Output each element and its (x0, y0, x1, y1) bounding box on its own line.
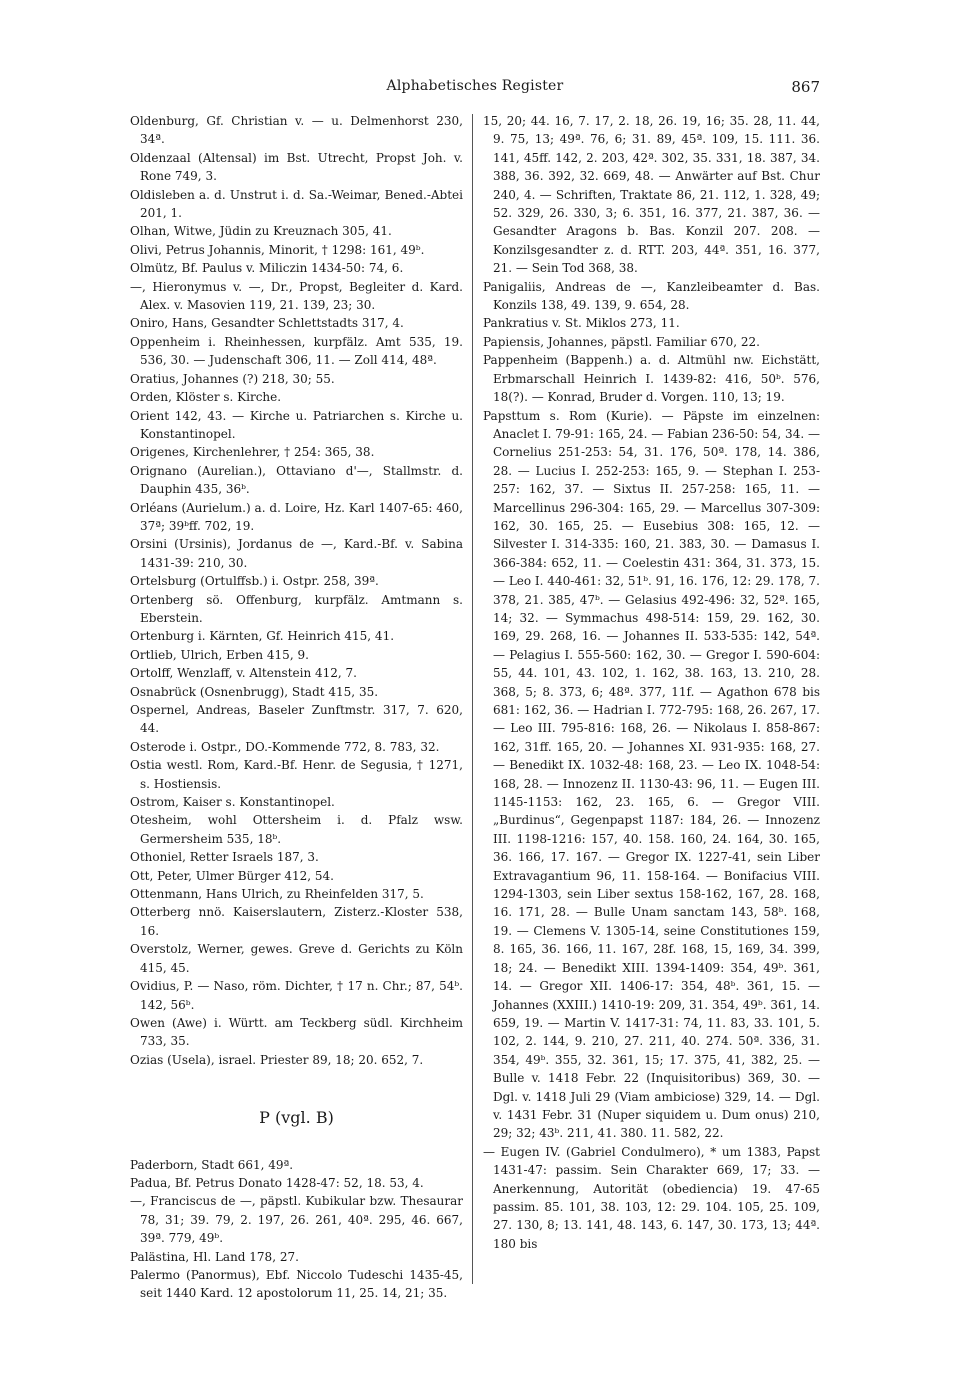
right-column (483, 112, 820, 1253)
running-title: Alphabetisches Register (386, 78, 564, 94)
index-entry: Oldisleben a. d. Unstrut i. d. Sa.-Weimar, Bened.-Abtei 201, 1. (130, 187, 463, 221)
index-entry: Ortolff, Wenzlaff, v. Altenstein 412, 7. (130, 666, 357, 681)
index-entry: Orléans (Aurielum.) a. d. Loire, Hz. Karl 1407-65: 460, 37ª; 39ᵇff. 702, 19. (130, 500, 463, 533)
index-entry: Ortenberg sö. Offenburg, kurpfälz. Amtmann s. Eberstein. (130, 592, 463, 625)
index-entry: Olmütz, Bf. Paulus v. Miliczin 1434-50: 74, 6. (130, 261, 404, 276)
index-entry: Oniro, Hans, Gesandter Schlettstadts 317, 4. (130, 316, 404, 331)
index-entry: Pankratius v. St. Miklos 273, 11. (483, 316, 680, 331)
index-entry: Orsini (Ursinis), Jordanus de —, Kard.-Bf. v. Sabina 1431-39: 210, 30. (130, 537, 463, 570)
index-entry: Pappenheim (Bappenh.) a. d. Altmühl nw. Eichstätt, Erbmarschall Heinrich I. 1439-82: 416, 50ᵇ. 576, 18(?). — Konrad, Bruder d. Vorgen. 110, 13; 19. (483, 353, 820, 405)
index-entry: Orient 142, 43. — Kirche u. Patriarchen s. Kirche u. Konstantinopel. (130, 408, 463, 441)
section-heading: P (vgl. B) (259, 1108, 334, 1128)
page-number: 867 (791, 78, 820, 96)
index-entry: Ortenburg i. Kärnten, Gf. Heinrich 415, 41. (130, 629, 395, 644)
index-entry: Orignano (Aurelian.), Ottaviano d'—, Stallmstr. d. Dauphin 435, 36ᵇ. (130, 463, 463, 497)
index-entry: Ostrom, Kaiser s. Konstantinopel. (130, 795, 335, 810)
index-entry: Oldenburg, Gf. Christian v. — u. Delmenhorst 230, 34ª. (130, 114, 463, 147)
index-entry: — Eugen IV. (Gabriel Condulmero), * um 1383, Papst 1431-47: passim. Sein Charakter 669, 17; 33. — Anerkennung, Autorität (obediencia) 19. 47-65 passim. 85. 101, 38. 103, 12: 29. 104. 105, 25. 109, 27. 130, 8; 13. 141, 48. 143, 6. 147, 30. 173, 13; 44ª. 180 bis (483, 1144, 820, 1251)
left-column (130, 112, 463, 1303)
page-header (130, 78, 820, 102)
index-entry: Ottenmann, Hans Ulrich, zu Rheinfelden 317, 5. (130, 887, 424, 902)
index-entry: Ovidius, P. — Naso, röm. Dichter, † 17 n. Chr.; 87, 54ᵇ. 142, 56ᵇ. (130, 979, 463, 1012)
index-entry: Panigaliis, Andreas de —, Kanzleibeamter d. Bas. Konzils 138, 49. 139, 9. 654, 28. (483, 279, 820, 313)
index-entry: Papsttum s. Rom (Kurie). — Päpste im einzelnen: Anaclet I. 79-91: 165, 24. — Fabian 236-50: 54, 34. — Cornelius 251-253: 54, 31. 176, 50ª. 178, 14. 386, 28. — Lucius I. 252-253: 165, 9. — Stephan I. 253-257: 162, 37. — Sixtus II. 257-258: 165, 11. — Marcellinus 296-304: 165, 29. — Marcellus 307-309: 162, 30. 165, 25. — Eusebius 308: 165, 12. — Silvester I. 314-335: 160, 21. 383, 30. — Damasus I. 366-384: 652, 11. — Coelestin 431: 364, 31. 373, 15. — Leo I. 440-461: 32, 51ᵇ. 91, 16. 176, 12: 29. 178, 7. 378, 21. 385, 47ᵇ. — Gelasius 492-496: 32, 52ª. 165, 14; 32. — Symmachus 498-514: 159, 29. 162, 30. 169, 29. 268, 16. — Johannes II. 533-535: 142, 54ª. — Pelagius I. 555-560: 162, 30. — Gregor I. 590-604: 55, 44. 101, 43. 102, 1. 162, 38. 163, 13. 210, 28. 368, 5; 8. 373, 6; 48ª. 377, 11f. — Agathon 678 bis 681: 162, 36. — Hadrian I. 772-795: 168, 26. 267, 17. — Leo III. 795-816: 168, 26. — Nikolaus I. 858-867: 162, 31ff. 165, 20. — Johannes XI. 931-935: 168, 27. — Benedikt IX. 1032-48: 168, 23. — Leo IX. 1048-54: 168, 28. — Innozenz II. 1130-43: 96, 11. — Eugen III. 1145-1153: 162, 23. 165, 6. — Gregor VIII. „Burdinus“, Gegenpapst 1187: 184, 26. — Innozenz III. 1198-1216: 157, 40. 158. 160, 24. 164, 30. 165, 36. 166, 17. 167. — Gregor IX. 1227-41, sein Liber Extravagantium 96, 11. 158-164. — Bonifacius VIII. 1294-1303, sein Liber sextus 158-162, 167, 28. 168, 16. 171, 28. — Bulle Unam sanctam 143, 58ᵇ. 168, 19. — Clemens V. 1305-14, seine Constitutiones 159, 8. 165, 36. 166, 11. 167, 28f. 168, 15, 169, 34. 399, 18; 24. — Benedikt XIII. 1394-1409: 354, 49ᵇ. 361, 14. — Gregor XII. 1406-17: 354, 48ᵇ. 361, 15. — Johannes (XXIII.) 1410-19: 209, 31. 354, 49ᵇ. 361, 14. 659, 19. — Martin V. 1417-31: 74, 11. 83, 33. 101, 5. 102, 2. 144, 9. 210, 27. 211, 40. 274. 50ª. 336, 31. 354, 49ᵇ. 355, 32. 361, 15; 17. 375, 41, 382, 25. — Bulle v. 1418 Febr. 22 (Inquisitoribus) 369, 30. — Dgl. v. 1418 Juli 29 (Viam ambiciose) 329, 14. — Dgl. v. 1431 Febr. 31 (Nuper siquidem u. Dum onus) 210, 29; 32; 43ᵇ. 211, 41. 380. 11. 582, 22. (483, 408, 820, 1141)
index-entry: Olivi, Petrus Johannis, Minorit, † 1298: 161, 49ᵇ. (130, 242, 425, 257)
index-entry: Otterberg nnö. Kaiserslautern, Zisterz.-Kloster 538, 16. (130, 905, 463, 938)
index-entry: Ott, Peter, Ulmer Bürger 412, 54. (130, 868, 334, 883)
index-entry: Orden, Klöster s. Kirche. (130, 390, 282, 405)
index-entry: Ortlieb, Ulrich, Erben 415, 9. (130, 647, 309, 662)
index-entry: Paderborn, Stadt 661, 49ª. (130, 1157, 294, 1172)
index-entry: Origenes, Kirchenlehrer, † 254: 365, 38. (130, 445, 375, 460)
index-entry: Oppenheim i. Rheinhessen, kurpfälz. Amt 535, 19. 536, 30. — Judenschaft 306, 11. — Zoll 414, 48ª. (130, 334, 463, 368)
index-entry: Papiensis, Johannes, päpstl. Familiar 670, 22. (483, 334, 760, 349)
index-entry: Oratius, Johannes (?) 218, 30; 55. (130, 371, 335, 386)
index-entry: Olhan, Witwe, Jüdin zu Kreuznach 305, 41. (130, 224, 392, 239)
index-entry: Owen (Awe) i. Württ. am Teckberg südl. Kirchheim 733, 35. (130, 1015, 463, 1049)
index-entry: Ospernel, Andreas, Baseler Zunftmstr. 317, 7. 620, 44. (130, 703, 463, 736)
index-entry: Othoniel, Retter Israels 187, 3. (130, 850, 319, 865)
index-entry: Ostia westl. Rom, Kard.-Bf. Henr. de Segusia, † 1271, s. Hostiensis. (130, 758, 463, 791)
index-entry: Overstolz, Werner, gewes. Greve d. Gerichts zu Köln 415, 45. (130, 942, 463, 975)
index-entry: Osterode i. Ostpr., DO.-Kommende 772, 8. 783, 32. (130, 739, 440, 754)
index-entry: 15, 20; 44. 16, 7. 17, 2. 18, 26. 19, 16; 35. 28, 11. 44, 9. 75, 13; 49ª. 76, 6; 31. 89, 45ª. 109, 15. 111. 36. 141, 45ff. 142, 2. 203, 42ª. 302, 35. 331, 18. 387, 34. 388, 36. 392, 32. 669, 48. — Anwärter auf Bst. Chur 240, 4. — Schriften, Traktate 86, 21. 112, 1. 328, 49; 52. 329, 26. 330, 3; 6. 351, 16. 377, 21. 387, 36. — Gesandter Aragons b. Bas. Konzil 207. 208. — Konzilsgesandter z. d. RTT. 203, 44ª. 351, 16. 377, 21. — Sein Tod 368, 38. (483, 114, 820, 276)
index-entry: Ortelsburg (Ortulffsb.) i. Ostpr. 258, 39ª. (130, 574, 379, 589)
index-entry: Oldenzaal (Altensal) im Bst. Utrecht, Propst Joh. v. Rone 749, 3. (130, 150, 463, 184)
index-entry: Osnabrück (Osnenbrugg), Stadt 415, 35. (130, 684, 379, 699)
index-entry: Palästina, Hl. Land 178, 27. (130, 1249, 299, 1264)
column-divider (472, 114, 473, 1284)
index-entry: Padua, Bf. Petrus Donato 1428-47: 52, 18. 53, 4. (130, 1175, 424, 1190)
index-entry: —, Hieronymus v. —, Dr., Propst, Begleiter d. Kard. Alex. v. Masovien 119, 21. 139, 23; 30. (130, 279, 463, 313)
index-entry: Palermo (Panormus), Ebf. Niccolo Tudeschi 1435-45, seit 1440 Kard. 12 apostolorum 11, 25. 14, 21; 35. (130, 1267, 463, 1301)
index-entry: Ozias (Usela), israel. Priester 89, 18; 20. 652, 7. (130, 1052, 424, 1067)
index-entry: —, Franciscus de —, päpstl. Kubikular bzw. Thesaurar 78, 31; 39. 79, 2. 197, 26. 261, 40ª. 295, 46. 667, 39ª. 779, 49ᵇ. (130, 1194, 463, 1246)
index-entry: Otesheim, wohl Ottersheim i. d. Pfalz wsw. Germersheim 535, 18ᵇ. (130, 813, 463, 846)
